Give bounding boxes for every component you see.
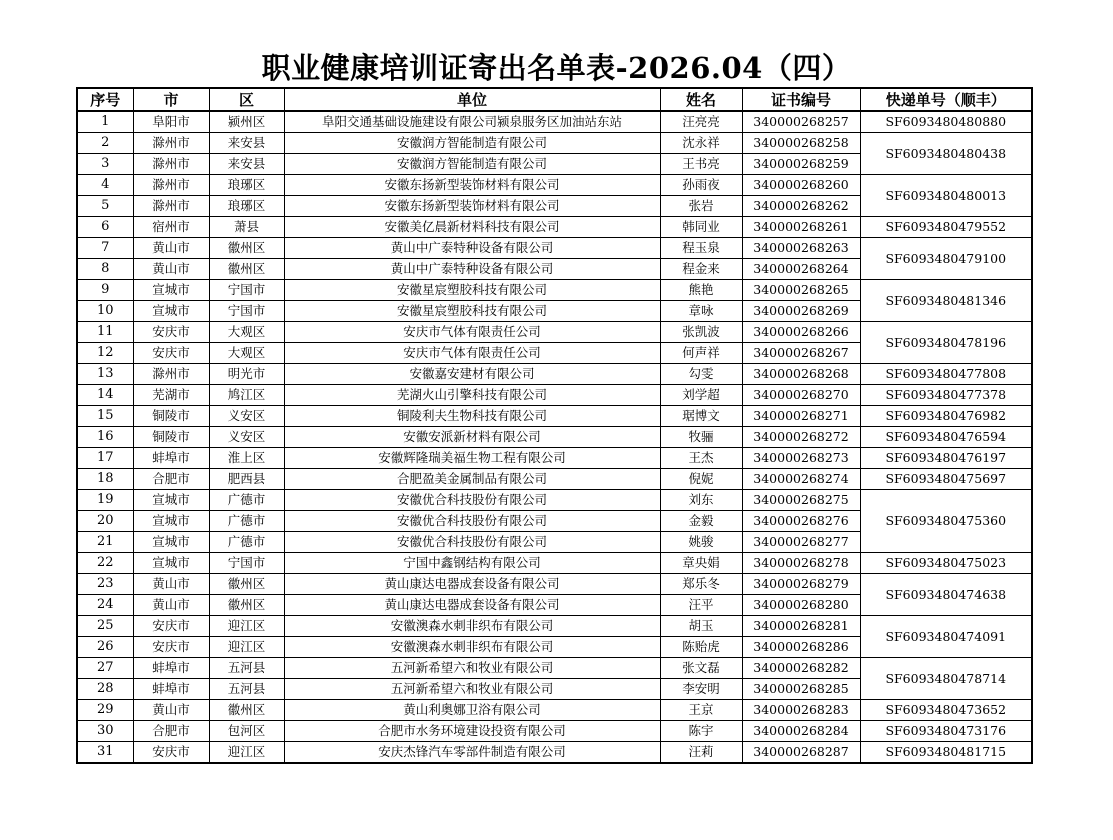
cell-city: 宣城市 xyxy=(133,511,209,532)
table-header-row xyxy=(77,88,1032,111)
cell-organization: 黄山中广泰特种设备有限公司 xyxy=(284,238,660,259)
cell-index: 22 xyxy=(77,553,133,574)
cell-organization: 安徽润方智能制造有限公司 xyxy=(284,133,660,154)
cell-certificate-number: 340000268260 xyxy=(742,175,860,196)
cell-express-number: SF6093480474638 xyxy=(860,574,1032,616)
cell-city: 蚌埠市 xyxy=(133,658,209,679)
table-row xyxy=(77,658,1032,679)
cell-index: 13 xyxy=(77,364,133,385)
table-row xyxy=(77,406,1032,427)
cell-express-number: SF6093480476197 xyxy=(860,448,1032,469)
cell-name: 章央娟 xyxy=(660,553,742,574)
cell-express-number: SF6093480475360 xyxy=(860,490,1032,553)
document-title: 职业健康培训证寄出名单表-2026.04（四） xyxy=(261,51,852,85)
cell-city: 宣城市 xyxy=(133,490,209,511)
cell-name: 程玉泉 xyxy=(660,238,742,259)
cell-city: 安庆市 xyxy=(133,322,209,343)
cell-express-number: SF6093480477808 xyxy=(860,364,1032,385)
cell-certificate-number: 340000268271 xyxy=(742,406,860,427)
cell-certificate-number: 340000268259 xyxy=(742,154,860,175)
table-row xyxy=(77,469,1032,490)
cell-index: 12 xyxy=(77,343,133,364)
cell-certificate-number: 340000268272 xyxy=(742,427,860,448)
cell-organization: 安徽安派新材料有限公司 xyxy=(284,427,660,448)
cell-name: 章咏 xyxy=(660,301,742,322)
cell-express-number: SF6093480481715 xyxy=(860,742,1032,764)
cell-index: 11 xyxy=(77,322,133,343)
cell-name: 琚博文 xyxy=(660,406,742,427)
cell-index: 23 xyxy=(77,574,133,595)
cell-city: 宣城市 xyxy=(133,532,209,553)
cell-city: 滁州市 xyxy=(133,133,209,154)
table-row xyxy=(77,175,1032,196)
cell-district: 迎江区 xyxy=(209,616,284,637)
cell-name: 汪莉 xyxy=(660,742,742,764)
cell-organization: 黄山康达电器成套设备有限公司 xyxy=(284,574,660,595)
cell-certificate-number: 340000268273 xyxy=(742,448,860,469)
cell-city: 蚌埠市 xyxy=(133,679,209,700)
cell-certificate-number: 340000268280 xyxy=(742,595,860,616)
cell-organization: 铜陵利夫生物科技有限公司 xyxy=(284,406,660,427)
cell-express-number: SF6093480481346 xyxy=(860,280,1032,322)
cell-district: 义安区 xyxy=(209,427,284,448)
cell-district: 广德市 xyxy=(209,532,284,553)
cell-certificate-number: 340000268264 xyxy=(742,259,860,280)
cell-city: 芜湖市 xyxy=(133,385,209,406)
cell-certificate-number: 340000268278 xyxy=(742,553,860,574)
cell-certificate-number: 340000268276 xyxy=(742,511,860,532)
cell-name: 陈宇 xyxy=(660,721,742,742)
cell-organization: 黄山中广泰特种设备有限公司 xyxy=(284,259,660,280)
cell-city: 宣城市 xyxy=(133,301,209,322)
cell-index: 25 xyxy=(77,616,133,637)
table-row xyxy=(77,742,1032,764)
cell-organization: 安徽星宸塑胶科技有限公司 xyxy=(284,280,660,301)
cell-city: 安庆市 xyxy=(133,742,209,764)
cell-district: 宁国市 xyxy=(209,553,284,574)
cell-name: 沈永祥 xyxy=(660,133,742,154)
cell-organization: 安庆市气体有限责任公司 xyxy=(284,322,660,343)
cell-express-number: SF6093480477378 xyxy=(860,385,1032,406)
cell-index: 17 xyxy=(77,448,133,469)
cell-express-number: SF6093480478714 xyxy=(860,658,1032,700)
cell-certificate-number: 340000268287 xyxy=(742,742,860,764)
cell-name: 张岩 xyxy=(660,196,742,217)
cell-district: 五河县 xyxy=(209,679,284,700)
cell-certificate-number: 340000268274 xyxy=(742,469,860,490)
cell-certificate-number: 340000268270 xyxy=(742,385,860,406)
cell-index: 14 xyxy=(77,385,133,406)
cell-certificate-number: 340000268282 xyxy=(742,658,860,679)
cell-city: 安庆市 xyxy=(133,616,209,637)
cell-name: 王京 xyxy=(660,700,742,721)
cell-name: 郑乐冬 xyxy=(660,574,742,595)
cell-name: 李安明 xyxy=(660,679,742,700)
cell-city: 滁州市 xyxy=(133,154,209,175)
cell-express-number: SF6093480480438 xyxy=(860,133,1032,175)
cell-district: 肥西县 xyxy=(209,469,284,490)
cell-city: 滁州市 xyxy=(133,175,209,196)
cell-index: 30 xyxy=(77,721,133,742)
table-row xyxy=(77,574,1032,595)
table-row xyxy=(77,217,1032,238)
cell-district: 明光市 xyxy=(209,364,284,385)
cell-district: 鸠江区 xyxy=(209,385,284,406)
shipping-list-table xyxy=(76,87,1033,764)
header-certificate-number: 证书编号 xyxy=(742,88,860,111)
header-organization: 单位 xyxy=(284,88,660,111)
cell-index: 27 xyxy=(77,658,133,679)
cell-certificate-number: 340000268269 xyxy=(742,301,860,322)
cell-certificate-number: 340000268268 xyxy=(742,364,860,385)
cell-certificate-number: 340000268263 xyxy=(742,238,860,259)
table-row xyxy=(77,427,1032,448)
cell-city: 滁州市 xyxy=(133,364,209,385)
table-row xyxy=(77,364,1032,385)
header-name: 姓名 xyxy=(660,88,742,111)
cell-certificate-number: 340000268279 xyxy=(742,574,860,595)
table-row xyxy=(77,553,1032,574)
cell-city: 合肥市 xyxy=(133,469,209,490)
cell-index: 4 xyxy=(77,175,133,196)
cell-name: 张凯波 xyxy=(660,322,742,343)
cell-name: 汪平 xyxy=(660,595,742,616)
cell-name: 陈贻虎 xyxy=(660,637,742,658)
cell-index: 21 xyxy=(77,532,133,553)
cell-index: 24 xyxy=(77,595,133,616)
cell-name: 胡玉 xyxy=(660,616,742,637)
cell-express-number: SF6093480479100 xyxy=(860,238,1032,280)
cell-name: 王书亮 xyxy=(660,154,742,175)
cell-organization: 五河新希望六和牧业有限公司 xyxy=(284,679,660,700)
cell-certificate-number: 340000268275 xyxy=(742,490,860,511)
cell-organization: 安徽星宸塑胶科技有限公司 xyxy=(284,301,660,322)
cell-organization: 安徽嘉安建材有限公司 xyxy=(284,364,660,385)
cell-index: 28 xyxy=(77,679,133,700)
cell-certificate-number: 340000268257 xyxy=(742,111,860,133)
table-row xyxy=(77,280,1032,301)
cell-city: 宣城市 xyxy=(133,553,209,574)
cell-organization: 芜湖火山引擎科技有限公司 xyxy=(284,385,660,406)
cell-city: 宣城市 xyxy=(133,280,209,301)
cell-name: 程金来 xyxy=(660,259,742,280)
cell-organization: 黄山康达电器成套设备有限公司 xyxy=(284,595,660,616)
cell-name: 刘东 xyxy=(660,490,742,511)
cell-city: 安庆市 xyxy=(133,637,209,658)
cell-district: 宁国市 xyxy=(209,301,284,322)
cell-index: 31 xyxy=(77,742,133,764)
cell-name: 姚骏 xyxy=(660,532,742,553)
cell-express-number: SF6093480480880 xyxy=(860,111,1032,133)
cell-index: 8 xyxy=(77,259,133,280)
cell-name: 孙雨夜 xyxy=(660,175,742,196)
cell-district: 来安县 xyxy=(209,133,284,154)
cell-name: 何声祥 xyxy=(660,343,742,364)
cell-express-number: SF6093480479552 xyxy=(860,217,1032,238)
cell-certificate-number: 340000268267 xyxy=(742,343,860,364)
cell-index: 16 xyxy=(77,427,133,448)
cell-index: 6 xyxy=(77,217,133,238)
cell-organization: 安徽澳森水刺非织布有限公司 xyxy=(284,637,660,658)
cell-organization: 安徽优合科技股份有限公司 xyxy=(284,511,660,532)
cell-certificate-number: 340000268283 xyxy=(742,700,860,721)
cell-organization: 安徽澳森水刺非织布有限公司 xyxy=(284,616,660,637)
cell-index: 2 xyxy=(77,133,133,154)
cell-organization: 安徽优合科技股份有限公司 xyxy=(284,490,660,511)
cell-certificate-number: 340000268286 xyxy=(742,637,860,658)
cell-index: 29 xyxy=(77,700,133,721)
cell-index: 15 xyxy=(77,406,133,427)
cell-certificate-number: 340000268281 xyxy=(742,616,860,637)
cell-express-number: SF6093480475023 xyxy=(860,553,1032,574)
cell-district: 迎江区 xyxy=(209,742,284,764)
header-city: 市 xyxy=(133,88,209,111)
cell-district: 颍州区 xyxy=(209,111,284,133)
cell-name: 汪亮亮 xyxy=(660,111,742,133)
cell-city: 阜阳市 xyxy=(133,111,209,133)
cell-district: 包河区 xyxy=(209,721,284,742)
cell-city: 铜陵市 xyxy=(133,427,209,448)
cell-certificate-number: 340000268285 xyxy=(742,679,860,700)
cell-certificate-number: 340000268261 xyxy=(742,217,860,238)
cell-district: 徽州区 xyxy=(209,259,284,280)
cell-city: 黄山市 xyxy=(133,238,209,259)
cell-city: 黄山市 xyxy=(133,259,209,280)
cell-index: 9 xyxy=(77,280,133,301)
cell-organization: 安徽美亿晨新材料科技有限公司 xyxy=(284,217,660,238)
cell-express-number: SF6093480480013 xyxy=(860,175,1032,217)
cell-express-number: SF6093480478196 xyxy=(860,322,1032,364)
cell-certificate-number: 340000268265 xyxy=(742,280,860,301)
table-row xyxy=(77,385,1032,406)
cell-district: 琅琊区 xyxy=(209,196,284,217)
cell-index: 7 xyxy=(77,238,133,259)
cell-city: 宿州市 xyxy=(133,217,209,238)
cell-organization: 安庆杰锋汽车零部件制造有限公司 xyxy=(284,742,660,764)
cell-district: 淮上区 xyxy=(209,448,284,469)
table-body xyxy=(77,111,1032,763)
cell-name: 倪妮 xyxy=(660,469,742,490)
cell-certificate-number: 340000268262 xyxy=(742,196,860,217)
cell-district: 五河县 xyxy=(209,658,284,679)
cell-city: 黄山市 xyxy=(133,700,209,721)
cell-district: 大观区 xyxy=(209,322,284,343)
cell-index: 5 xyxy=(77,196,133,217)
cell-district: 徽州区 xyxy=(209,700,284,721)
table-row xyxy=(77,616,1032,637)
cell-city: 安庆市 xyxy=(133,343,209,364)
header-district: 区 xyxy=(209,88,284,111)
table-row xyxy=(77,700,1032,721)
cell-organization: 黄山利奥娜卫浴有限公司 xyxy=(284,700,660,721)
cell-certificate-number: 340000268258 xyxy=(742,133,860,154)
cell-express-number: SF6093480474091 xyxy=(860,616,1032,658)
table-row xyxy=(77,133,1032,154)
cell-city: 滁州市 xyxy=(133,196,209,217)
cell-district: 宁国市 xyxy=(209,280,284,301)
cell-city: 黄山市 xyxy=(133,595,209,616)
cell-certificate-number: 340000268277 xyxy=(742,532,860,553)
header-express-number: 快递单号（顺丰） xyxy=(860,88,1032,111)
table-row xyxy=(77,322,1032,343)
table-row xyxy=(77,238,1032,259)
cell-city: 合肥市 xyxy=(133,721,209,742)
cell-certificate-number: 340000268284 xyxy=(742,721,860,742)
cell-name: 金毅 xyxy=(660,511,742,532)
cell-index: 18 xyxy=(77,469,133,490)
cell-district: 广德市 xyxy=(209,490,284,511)
header-index: 序号 xyxy=(77,88,133,111)
cell-organization: 合肥盈美金属制品有限公司 xyxy=(284,469,660,490)
cell-district: 广德市 xyxy=(209,511,284,532)
cell-organization: 阜阳交通基础设施建设有限公司颍泉服务区加油站东站 xyxy=(284,111,660,133)
cell-index: 20 xyxy=(77,511,133,532)
cell-city: 黄山市 xyxy=(133,574,209,595)
cell-organization: 安徽东扬新型装饰材料有限公司 xyxy=(284,175,660,196)
table-row xyxy=(77,721,1032,742)
cell-district: 迎江区 xyxy=(209,637,284,658)
cell-index: 19 xyxy=(77,490,133,511)
cell-district: 萧县 xyxy=(209,217,284,238)
table-row xyxy=(77,111,1032,133)
cell-certificate-number: 340000268266 xyxy=(742,322,860,343)
cell-index: 10 xyxy=(77,301,133,322)
cell-city: 铜陵市 xyxy=(133,406,209,427)
cell-express-number: SF6093480473652 xyxy=(860,700,1032,721)
cell-organization: 合肥市水务环境建设投资有限公司 xyxy=(284,721,660,742)
cell-index: 1 xyxy=(77,111,133,133)
table-row xyxy=(77,448,1032,469)
cell-organization: 安徽优合科技股份有限公司 xyxy=(284,532,660,553)
cell-district: 义安区 xyxy=(209,406,284,427)
cell-name: 熊艳 xyxy=(660,280,742,301)
cell-index: 3 xyxy=(77,154,133,175)
cell-name: 勾雯 xyxy=(660,364,742,385)
cell-name: 刘学超 xyxy=(660,385,742,406)
cell-express-number: SF6093480475697 xyxy=(860,469,1032,490)
cell-organization: 安徽润方智能制造有限公司 xyxy=(284,154,660,175)
cell-express-number: SF6093480473176 xyxy=(860,721,1032,742)
cell-index: 26 xyxy=(77,637,133,658)
cell-district: 来安县 xyxy=(209,154,284,175)
cell-express-number: SF6093480476982 xyxy=(860,406,1032,427)
cell-name: 王杰 xyxy=(660,448,742,469)
cell-organization: 五河新希望六和牧业有限公司 xyxy=(284,658,660,679)
cell-express-number: SF6093480476594 xyxy=(860,427,1032,448)
cell-organization: 安庆市气体有限责任公司 xyxy=(284,343,660,364)
cell-district: 大观区 xyxy=(209,343,284,364)
cell-organization: 安徽辉隆瑞美福生物工程有限公司 xyxy=(284,448,660,469)
cell-district: 琅琊区 xyxy=(209,175,284,196)
cell-district: 徽州区 xyxy=(209,595,284,616)
cell-name: 韩同业 xyxy=(660,217,742,238)
cell-district: 徽州区 xyxy=(209,574,284,595)
cell-district: 徽州区 xyxy=(209,238,284,259)
cell-name: 张文磊 xyxy=(660,658,742,679)
cell-city: 蚌埠市 xyxy=(133,448,209,469)
cell-name: 牧骊 xyxy=(660,427,742,448)
table-row xyxy=(77,490,1032,511)
cell-organization: 安徽东扬新型装饰材料有限公司 xyxy=(284,196,660,217)
cell-organization: 宁国中鑫钢结构有限公司 xyxy=(284,553,660,574)
